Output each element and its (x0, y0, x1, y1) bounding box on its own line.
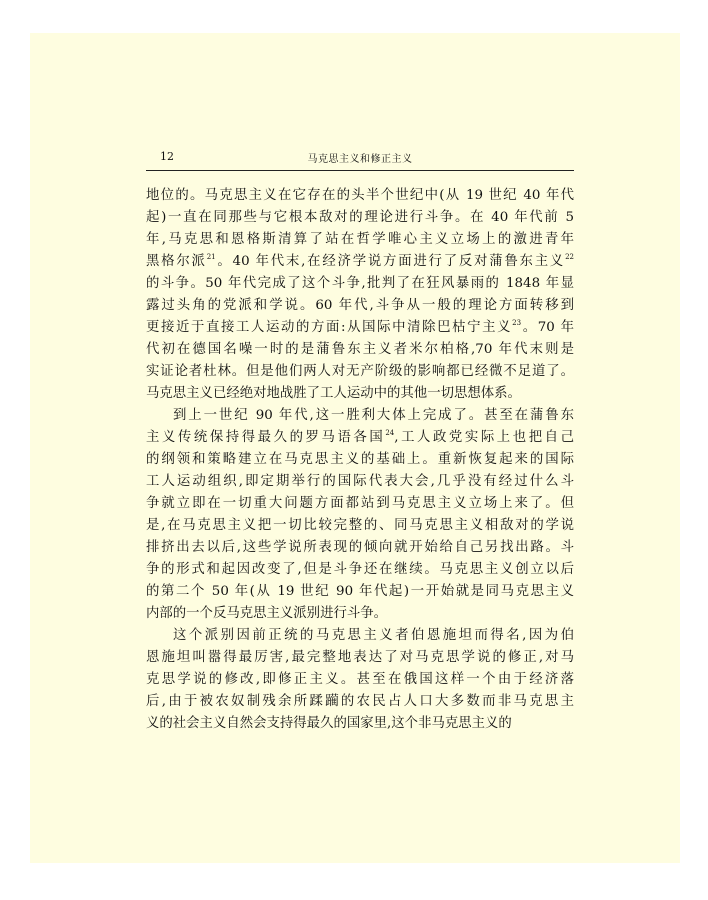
text-line (146, 647, 574, 669)
footnote-marker: 23 (512, 319, 522, 327)
text-line (146, 317, 574, 339)
text-segment: 恩施坦叫嚣得最厉害,最完整地表达了对马克思学说的修正,对马 (146, 650, 574, 665)
running-title: 马克思主义和修正主义 (307, 154, 413, 165)
text-segment: 马克思主义已经绝对地战胜了工人运动中的其他一切思想体系。 (146, 386, 521, 401)
text-line (146, 185, 574, 207)
text-line (146, 625, 574, 647)
page-number: 12 (160, 150, 174, 163)
footnote-marker: 22 (565, 253, 574, 261)
text-line (146, 207, 574, 229)
text-line (146, 559, 574, 581)
text-segment: 工人运动组织,即定期举行的国际代表大会,几乎没有经过什么斗 (146, 474, 574, 489)
text-line (146, 471, 574, 493)
text-segment: 内部的一个反马克思主义派别进行斗争。 (146, 606, 388, 621)
text-segment: 争的形式和起因改变了,但是斗争还在继续。马克思主义创立以后 (146, 562, 574, 577)
text-line (146, 515, 574, 537)
text-segment: ,工人政党实际上也把自己 (394, 430, 575, 445)
text-line (146, 273, 574, 295)
text-line (146, 603, 574, 625)
text-segment: 。40 年代末,在经济学说方面进行了反对蒲鲁东主义 (215, 254, 566, 269)
text-line (146, 669, 574, 691)
text-segment: 的第二个 50 年(从 19 世纪 90 年代起)一开始就是同马克思主义 (146, 584, 574, 599)
text-line (146, 581, 574, 603)
text-line (146, 691, 574, 713)
text-segment: 克思学说的修改,即修正主义。甚至在俄国这样一个由于经济落 (146, 672, 574, 687)
text-segment: 主义传统保持得最久的罗马语各国 (146, 430, 386, 445)
text-segment: 更接近于直接工人运动的方面:从国际中清除巴枯宁主义 (146, 320, 513, 335)
text-segment: 起)一直在同那些与它根本敌对的理论进行斗争。在 40 年代前 5 (146, 210, 574, 225)
text-line (146, 361, 574, 383)
footnote-marker: 24 (385, 429, 395, 437)
text-line (146, 537, 574, 559)
paragraph (146, 625, 574, 735)
footnote-marker: 21 (206, 253, 216, 261)
text-segment: 排挤出去以后,这些学说所表现的倾向就开始给自己另找出路。斗 (146, 540, 574, 555)
text-segment: 露过头角的党派和学说。60 年代,斗争从一般的理论方面转移到 (146, 298, 574, 313)
text-segment: 。70 年 (521, 320, 575, 335)
text-line (146, 427, 574, 449)
text-segment: 这个派别因前正统的马克思主义者伯恩施坦而得名,因为伯 (173, 628, 574, 643)
text-segment: 义的社会主义自然会支持得最久的国家里,这个非马克思主义的 (146, 716, 512, 731)
text-segment: 年,马克思和恩格斯清算了站在哲学唯心主义立场上的激进青年 (146, 232, 574, 247)
text-line (146, 383, 574, 405)
text-line (146, 295, 574, 317)
text-segment: 是,在马克思主义把一切比较完整的、同马克思主义相敌对的学说 (146, 518, 574, 533)
text-segment: 代初在德国名噪一时的是蒲鲁东主义者米尔柏格,70 年代末则是 (146, 342, 574, 357)
text-line (146, 405, 574, 427)
text-segment: 黑格尔派 (146, 254, 207, 269)
text-segment: 到上一世纪 90 年代,这一胜利大体上完成了。甚至在蒲鲁东 (173, 408, 574, 423)
text-segment: 实证论者杜林。但是他们两人对无产阶级的影响都已经微不足道了。 (146, 364, 574, 379)
text-segment: 后,由于被农奴制残余所蹂躏的农民占人口大多数而非马克思主 (146, 694, 574, 709)
page-header (146, 148, 574, 171)
text-segment: 地位的。马克思主义在它存在的头半个世纪中(从 19 世纪 40 年代 (146, 188, 574, 203)
text-line (146, 449, 574, 471)
text-line (146, 229, 574, 251)
text-line (146, 713, 574, 735)
text-segment: 争就立即在一切重大问题方面都站到马克思主义立场上来了。但 (146, 496, 574, 511)
text-line (146, 493, 574, 515)
text-line (146, 251, 574, 273)
body-text (146, 185, 574, 735)
paragraph (146, 405, 574, 625)
text-segment: 的斗争。50 年代完成了这个斗争,批判了在狂风暴雨的 1848 年显 (146, 276, 574, 291)
text-segment: 的纲领和策略建立在马克思主义的基础上。重新恢复起来的国际 (146, 452, 574, 467)
text-line (146, 339, 574, 361)
paragraph (146, 185, 574, 405)
